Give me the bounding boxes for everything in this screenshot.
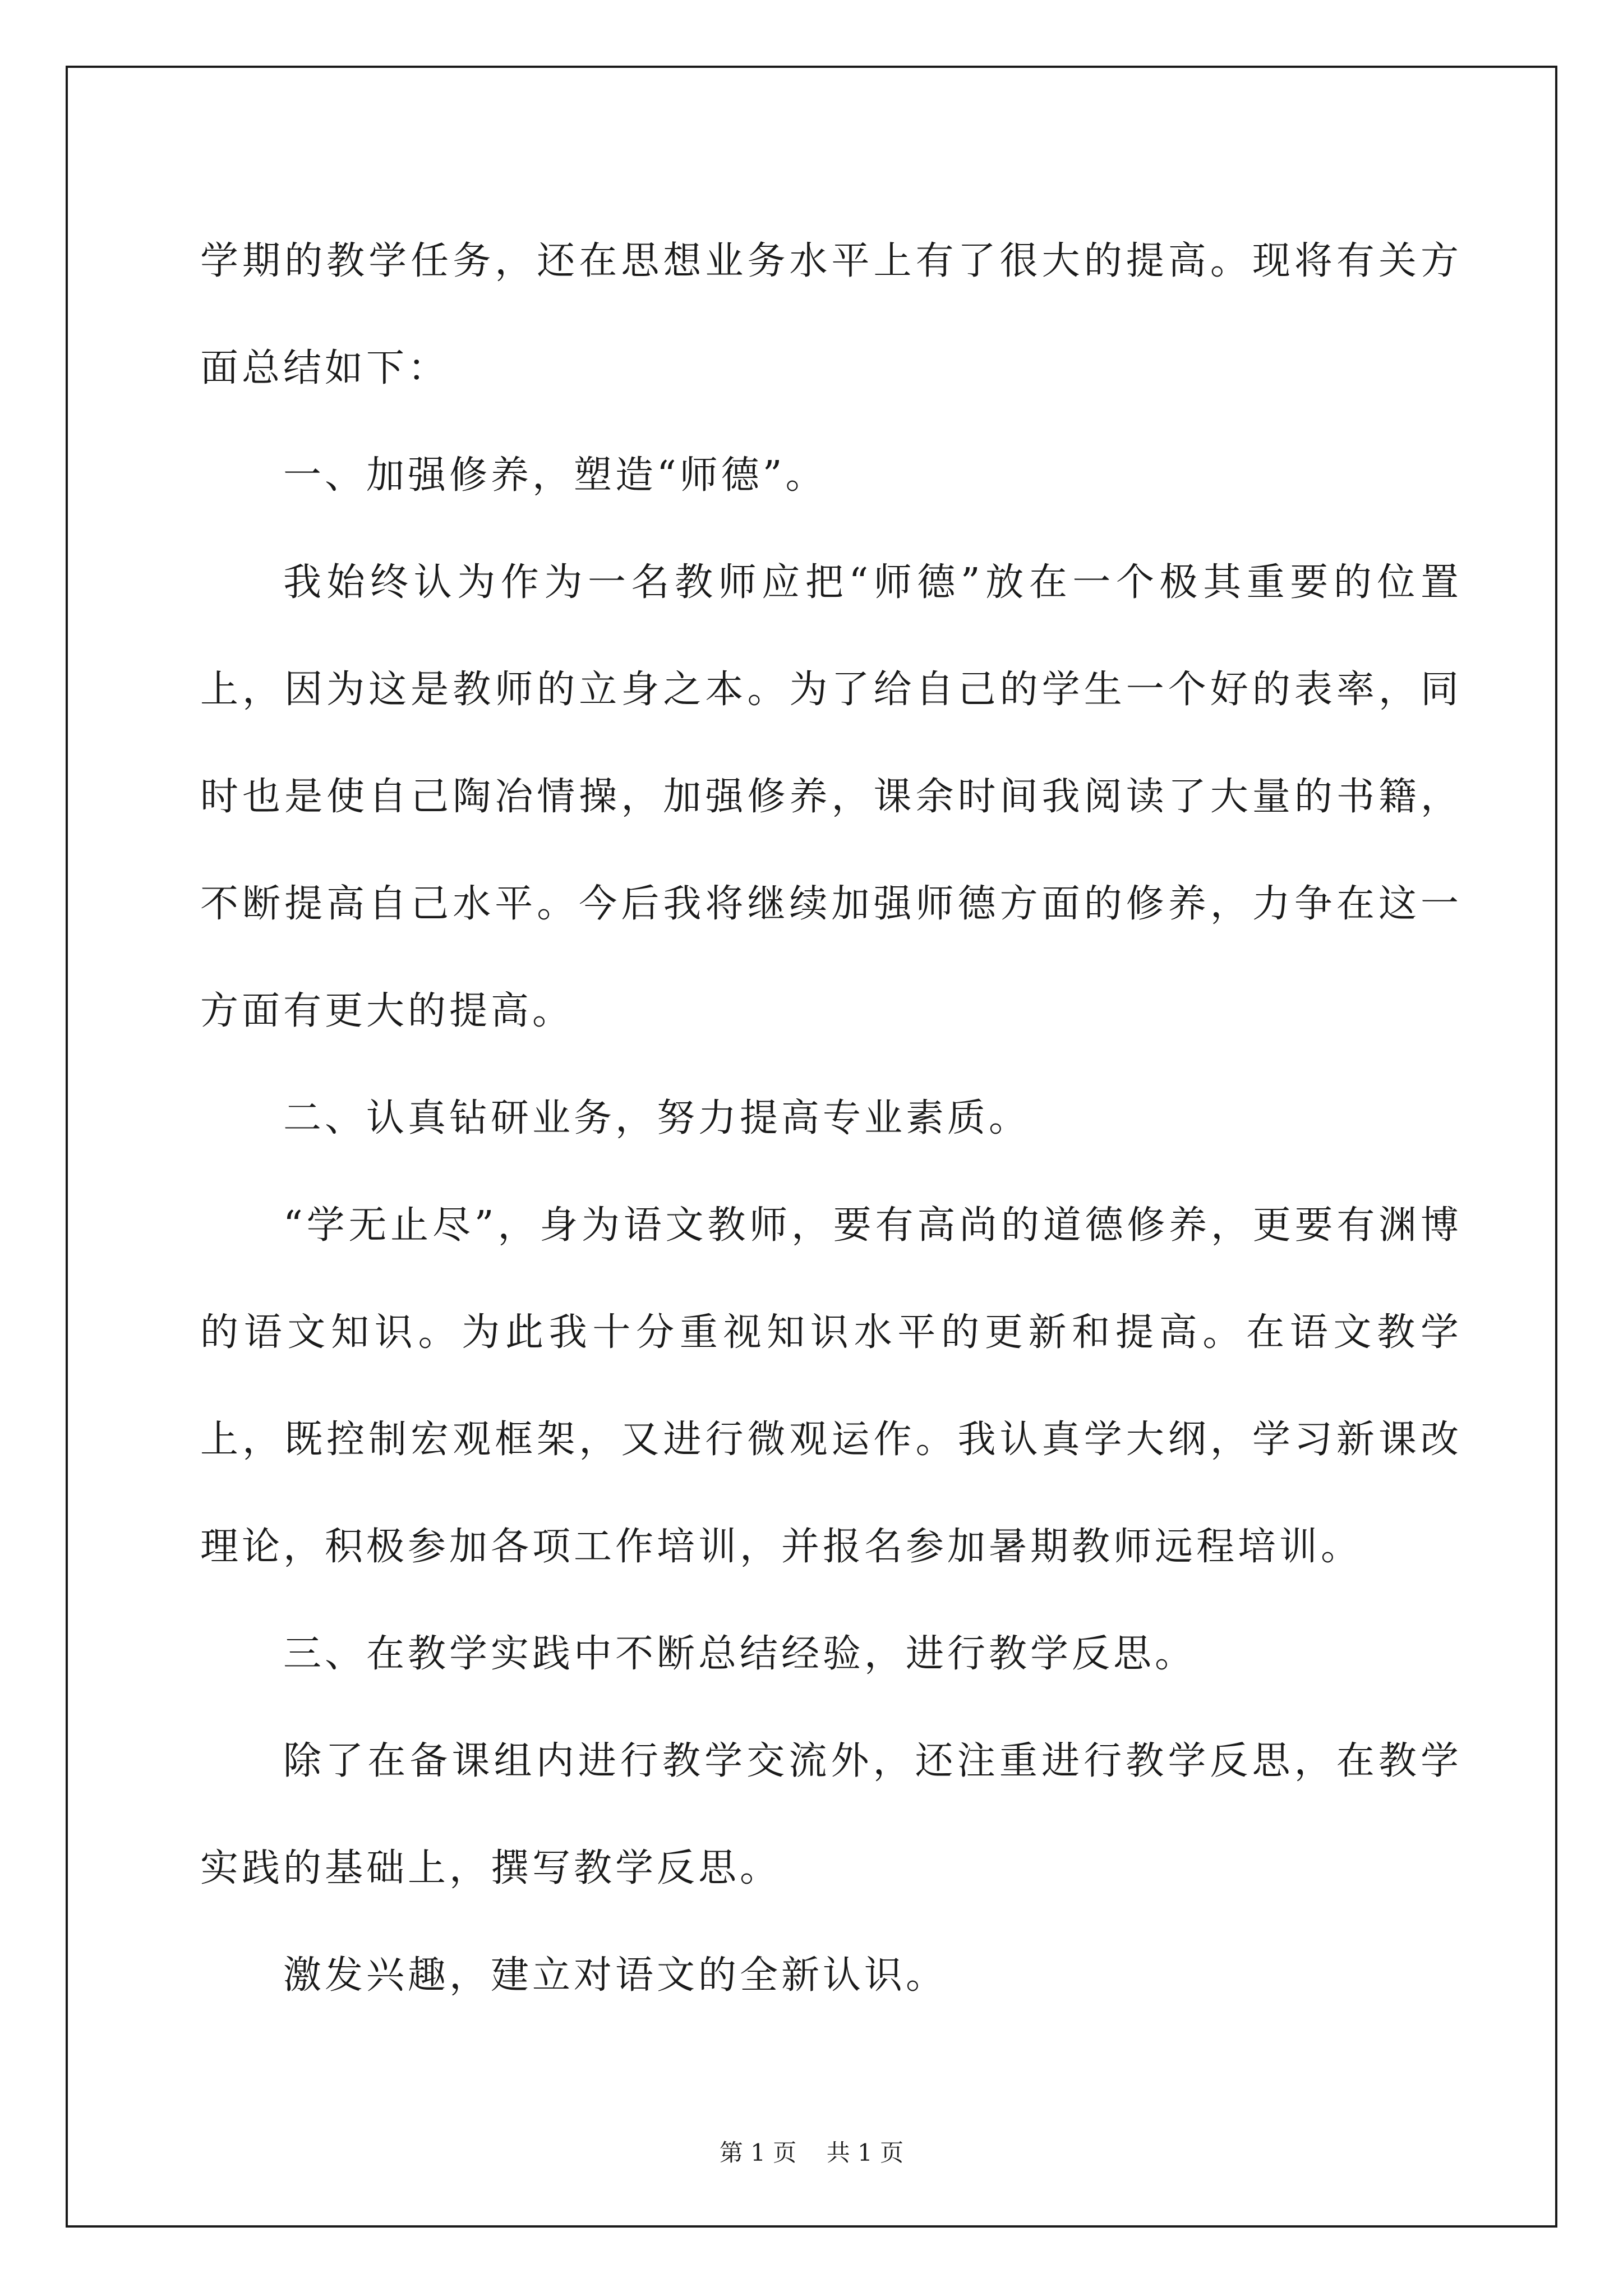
section-heading-3: 三、在教学实践中不断总结经验，进行教学反思。	[283, 1632, 1197, 1676]
page-footer: 第 1 页 共 1 页	[719, 2139, 904, 2166]
paragraph-4: 除了在备课组内进行教学交流外，还注重进行教学反思，在教学实践的基础上，撰写教学反思。	[200, 1739, 1462, 1890]
paragraph-5: 激发兴趣，建立对语文的全新认识。	[283, 1953, 948, 1998]
paragraph-2: 我始终认为作为一名教师应把“师德”放在一个极其重要的位置上，因为这是教师的立身之本。为了给自己的学生一个好的表率，同时也是使自己陶冶情操，加强修养，课余时间我阅读了大量的书籍，不断提高自己水平。今后我将继续加强师德方面的修养，力争在这一方面有更大的提高。	[200, 560, 1462, 1033]
paragraph-1: 学期的教学任务，还在思想业务水平上有了很大的提高。现将有关方面总结如下：	[200, 239, 1462, 390]
section-heading-2: 二、认真钻研业务，努力提高专业素质。	[283, 1096, 1031, 1140]
paragraph-3: “学无止尽”，身为语文教师，要有高尚的道德修养，更要有渊博的语文知识。为此我十分重视知识水平的更新和提高。在语文教学上，既控制宏观框架，又进行微观运作。我认真学大纲，学习新课改理论，积极参加各项工作培训，并报名参加暑期教师远程培训。	[200, 1203, 1462, 1569]
document-body	[200, 208, 1462, 2029]
section-heading-1: 一、加强修养，塑造“师德”。	[283, 453, 827, 498]
